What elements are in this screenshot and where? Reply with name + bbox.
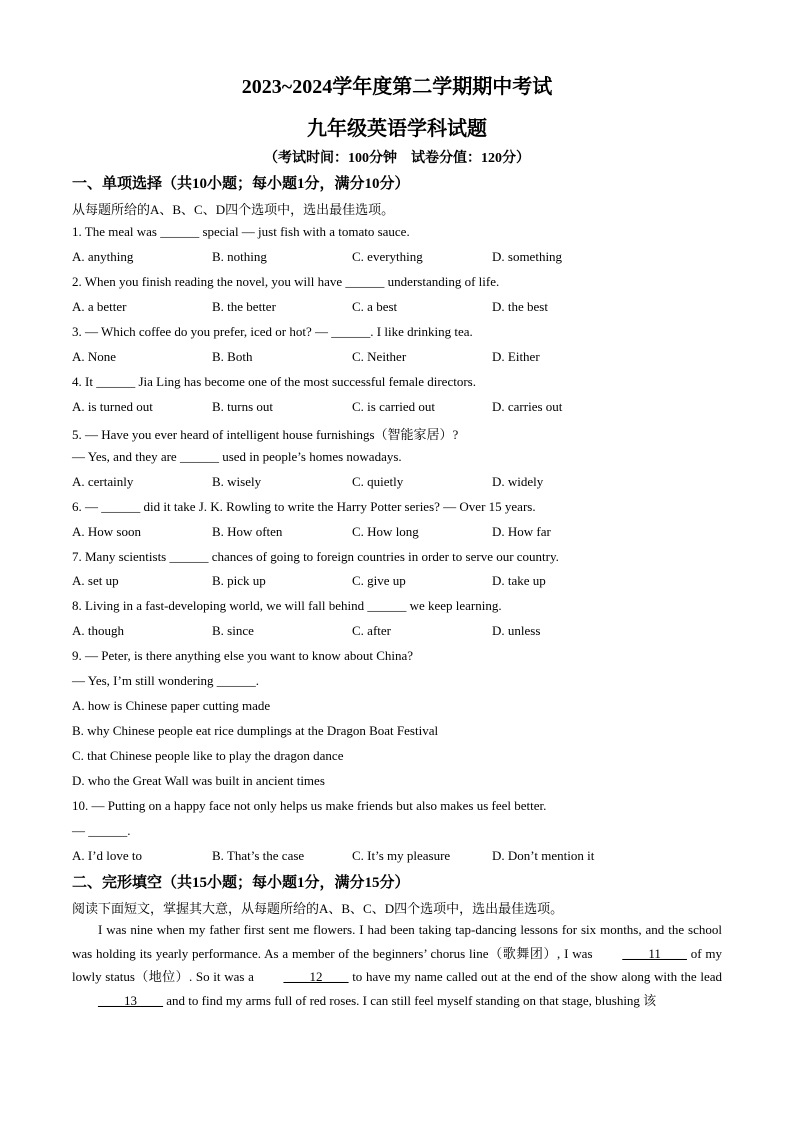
option-d: D. How far [492,524,551,539]
question-text: 1. The meal was ______ special — just fish with a tomato sauce. [72,224,410,239]
option-c: C. give up [352,573,406,588]
question-text: 7. Many scientists ______ chances of going to foreign countries in order to serve our country. [72,549,559,564]
option-c: C. quietly [352,474,404,489]
option-c: C. a best [352,299,398,314]
option-a: A. though [72,623,124,638]
option-a: A. a better [72,299,127,314]
option-b: B. wisely [212,474,262,489]
option-d: D. Either [492,349,540,364]
option-d: D. the best [492,299,548,314]
section1-instruction: 从每题所给的A、B、C、D四个选项中，选出最佳选项。 [72,202,395,217]
question-text: 3. — Which coffee do you prefer, iced or hot? — ______. I like drinking tea. [72,324,473,339]
option-d: D. unless [492,623,541,638]
option-c: C. after [352,623,391,638]
option-d: D. Don’t mention it [492,848,595,863]
option-a: A. None [72,349,117,364]
question-text: — Yes, I’m still wondering ______. [72,673,260,688]
passage-text: and to find my arms full of red roses. I can still feel myself standing on that stage, blushing 该 [163,992,657,1008]
option-d: D. widely [492,474,544,489]
option-b: B. the better [212,299,276,314]
option-a: A. How soon [72,524,141,539]
option-b: B. Both [212,349,253,364]
option-d: D. carries out [492,399,563,414]
option-b: B. since [212,623,254,638]
option-b: B. turns out [212,399,274,414]
option-a: A. is turned out [72,399,153,414]
passage-text: of my lowly status（地位）. So it was a [72,945,722,984]
cloze-blank-13: ____13____ [98,992,163,1008]
question-text: — ______. [72,823,131,838]
passage-text: to have my name called out at the end of the show along with the lead [348,969,723,984]
question-text: 5. — Have you ever heard of intelligent house furnishings（智能家居）? [72,427,459,442]
option-d: D. something [492,249,563,264]
question-text: 9. — Peter, is there anything else you want to know about China? [72,648,414,663]
cloze-blank-11: ____11____ [622,945,687,961]
exam-title: 2023~2024学年度第二学期期中考试 [241,76,553,98]
option-c: C. everything [352,249,423,264]
passage-text: I was nine when my father first sent me flowers. I had been taking tap-dancing lessons for six months, and the school was holding its yearly performance. As a member of the beginners’ chorus line（歌舞团）, I was [72,922,722,961]
option-c: C. Neither [352,349,407,364]
option-c: C. How long [352,524,419,539]
question-text: 4. It ______ Jia Ling has become one of the most successful female directors. [72,374,476,389]
section2-heading: 二、完形填空（共15小题；每小题1分，满分15分） [72,875,410,891]
option-c: C. that Chinese people like to play the dragon dance [72,748,344,763]
section2-instruction: 阅读下面短文，掌握其大意，从每题所给的A、B、C、D四个选项中，选出最佳选项。 [72,901,564,916]
option-b: B. nothing [212,249,267,264]
option-b: B. That’s the case [212,848,305,863]
cloze-passage [72,918,722,1012]
option-b: B. pick up [212,573,266,588]
option-d: D. take up [492,573,546,588]
option-a: A. set up [72,573,119,588]
option-a: A. how is Chinese paper cutting made [72,698,271,713]
question-text: — Yes, and they are ______ used in people’s homes nowadays. [72,449,402,464]
option-a: A. anything [72,249,134,264]
option-a: A. certainly [72,474,134,489]
exam-subtitle: 九年级英语学科试题 [307,118,487,140]
question-text: 8. Living in a fast-developing world, we will fall behind ______ we keep learning. [72,598,502,613]
section1-heading: 一、单项选择（共10小题；每小题1分，满分10分） [72,176,410,192]
option-b: B. How often [212,524,283,539]
question-text: 2. When you finish reading the novel, you will have ______ understanding of life. [72,274,500,289]
exam-info: （考试时间：100分钟 试卷分值：120分） [264,151,530,166]
option-c: C. is carried out [352,399,436,414]
question-text: 10. — Putting on a happy face not only helps us make friends but also makes us feel better. [72,798,547,813]
option-b: B. why Chinese people eat rice dumplings at the Dragon Boat Festival [72,723,439,738]
cloze-blank-12: ____12____ [283,969,349,984]
option-c: C. It’s my pleasure [352,848,451,863]
option-d: D. who the Great Wall was built in ancient times [72,773,325,788]
question-text: 6. — ______ did it take J. K. Rowling to write the Harry Potter series? — Over 15 years. [72,499,536,514]
option-a: A. I’d love to [72,848,143,863]
